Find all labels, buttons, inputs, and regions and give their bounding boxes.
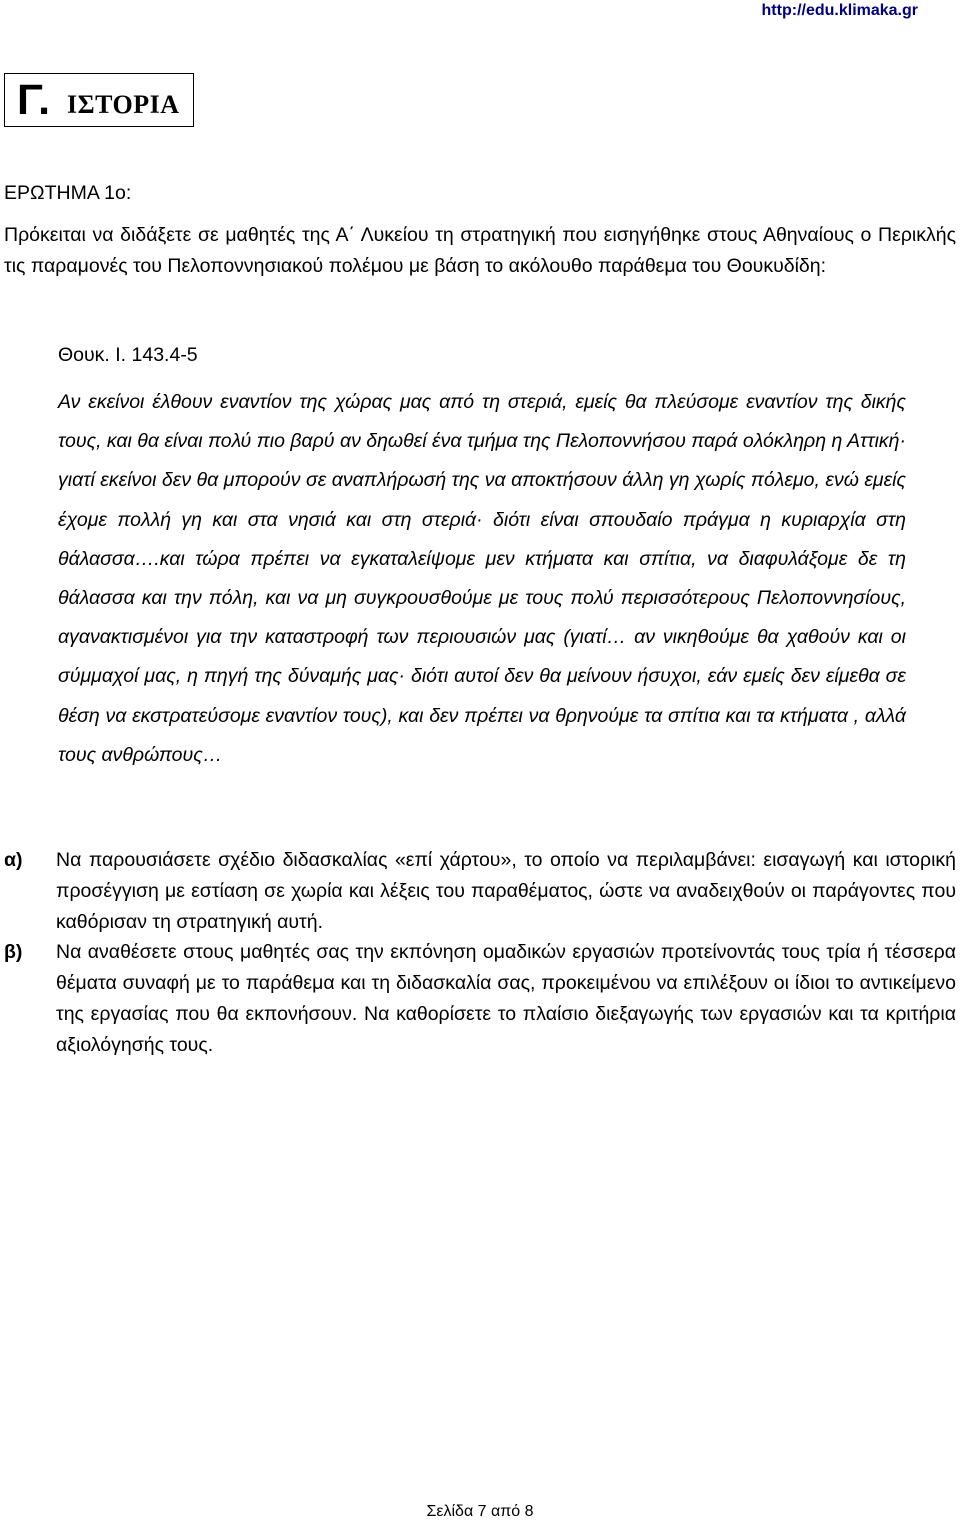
task-b — [4, 937, 956, 1061]
question-intro: Πρόκειται να διδάξετε σε μαθητές της Α΄ Λυκείου τη στρατηγική που εισηγήθηκε στους Αθηναίους ο Περικλής τις παραμονές του Πελοποννησιακού πολέμου με βάση το ακόλουθο παράθεμα του Θουκυδίδη: — [4, 224, 956, 277]
section-title: ΙΣΤΟΡΙΑ — [67, 90, 180, 119]
source-reference: Θουκ. Ι. 143.4-5 — [58, 344, 198, 366]
thucydides-quote: Αν εκείνοι έλθουν εναντίον της χώρας μας από τη στεριά, εμείς θα πλεύσομε εναντίον της δικής τους, και θα είναι πολύ πιο βαρύ αν δηωθεί ένα τμήμα της Πελοποννήσου παρά ολόκληρη η Αττική· γιατί εκείνοι δεν θα μπορούν σε αναπλήρωσή της να αποκτήσουν άλλη γη χωρίς πόλεμο, ενώ εμείς έχομε πολλή γη και στα νησιά και στη στεριά· διότι είναι σπουδαίο πράγμα η κυριαρχία στη θάλασσα….και τώρα πρέπει να εγκαταλείψομε μεν κτήματα και σπίτια, να διαφυλάξομε δε τη θάλασσα και την πόλη, και να μη συγκρουσθούμε με τους πολύ περισσότερους Πελοποννησίους, αγανακτισμένοι για την καταστροφή των περιουσιών μας (γιατί… αν νικηθούμε θα χαθούν και οι σύμμαχοί μας, η πηγή της δύναμής μας· διότι αυτοί δεν θα μείνουν ήσυχοι, εάν εμείς δεν είμεθα σε θέση να εκστρατεύσομε εναντίον τους), και δεν πρέπει να θρηνούμε τα σπίτια και τα κτήματα , αλλά τους ανθρώπους… — [58, 391, 906, 766]
question-title: ΕΡΩΤΗΜΑ 1ο: — [4, 182, 132, 204]
task-label: α) — [4, 849, 23, 871]
task-a — [4, 845, 956, 938]
task-text: Να παρουσιάσετε σχέδιο διδασκαλίας «επί χάρτου», το οποίο να περιλαμβάνει: εισαγωγή και ιστορική προσέγγιση με εστίαση σε χωρία και λέξεις του παραθέματος, ώστε να αναδειχθούν οι παράγοντες που καθόρισαν τη στρατηγική αυτή. — [56, 849, 956, 933]
task-text: Να αναθέσετε στους μαθητές σας την εκπόνηση ομαδικών εργασιών προτείνοντάς τους τρία ή τέσσερα θέματα συναφή με το παράθεμα και τη διδασκαλία σας, προκειμένου να επιλέξουν οι ίδιοι το αντικείμενο της εργασίας που θα εκπονήσουν. Να καθορίσετε το πλαίσιο διεξαγωγής των εργασιών και τα κριτήρια αξιολόγησής τους. — [56, 941, 956, 1056]
section-heading-box — [4, 73, 194, 127]
header-link[interactable]: http://edu.klimaka.gr — [761, 2, 918, 19]
section-letter: Γ. — [17, 76, 51, 124]
task-label: β) — [4, 941, 23, 963]
page-number-footer: Σελίδα 7 από 8 — [426, 1503, 534, 1520]
